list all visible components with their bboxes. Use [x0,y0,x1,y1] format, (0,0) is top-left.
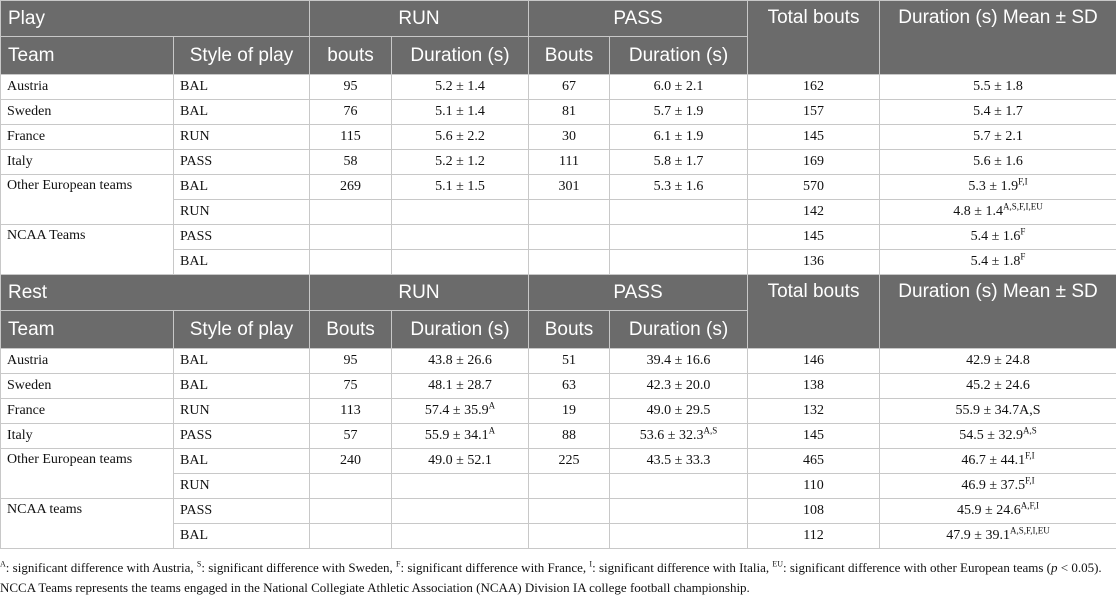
run-duration-cell: 5.1 ± 1.5 [392,175,529,200]
pass-duration-cell [610,374,748,399]
total-bouts-cell: 142 [748,200,880,225]
duration-value: 5.7 ± 2.1 [973,129,1023,144]
table-row [1,150,1116,175]
total-bouts-cell: 136 [748,250,880,275]
total-bouts-cell: 145 [748,225,880,250]
play-section-label: Play [1,1,310,37]
pass-bouts-cell: 63 [529,374,610,399]
rest-duration-header: Duration (s) Mean ± SD [880,275,1116,349]
total-bouts-cell: 145 [748,424,880,449]
run-bouts-cell: 75 [310,374,392,399]
duration-value: 5.4 ± 1.7 [973,104,1023,119]
play-pass-header: PASS [529,1,748,37]
run-bouts-cell: 95 [310,75,392,100]
run-duration-cell [392,374,529,399]
duration-value: 42.9 ± 24.8 [966,353,1030,368]
run-duration-cell [392,200,529,225]
total-bouts-cell: 145 [748,125,880,150]
team-cell: Austria [1,349,174,374]
rest-header-row [1,275,1116,311]
pass-bouts-cell: 88 [529,424,610,449]
pass-bouts-cell: 81 [529,100,610,125]
pass-bouts-cell [529,200,610,225]
rest-pass-bouts-header: Bouts [529,311,610,349]
style-cell: BAL [174,449,310,474]
mean-duration-cell [880,200,1116,225]
mean-duration-cell [880,349,1116,374]
run-bouts-cell [310,524,392,549]
team-cell: Sweden [1,100,174,125]
team-cell: Other European teams [1,449,174,499]
play-pass-duration-header: Duration (s) [610,37,748,75]
pass-duration-cell [610,250,748,275]
mean-duration-cell [880,75,1116,100]
pass-duration-cell [610,424,748,449]
run-bouts-cell: 76 [310,100,392,125]
style-cell: RUN [174,200,310,225]
run-duration-cell: 5.2 ± 1.2 [392,150,529,175]
table-row [1,349,1116,374]
table-row [1,449,1116,474]
duration-value: 5.5 ± 1.8 [973,79,1023,94]
rest-team-header: Team [1,311,174,349]
pass-duration-cell [610,499,748,524]
run-bouts-cell [310,499,392,524]
duration-value: 5.3 ± 1.9 [968,179,1018,194]
mean-duration-cell [880,125,1116,150]
mean-duration-cell [880,449,1116,474]
run-bouts-cell: 269 [310,175,392,200]
significance-marker: A [489,400,496,410]
rest-pass-header: PASS [529,275,748,311]
style-cell: PASS [174,225,310,250]
mean-duration-cell [880,524,1116,549]
duration-value: 46.7 ± 44.1 [961,453,1025,468]
total-bouts-cell: 146 [748,349,880,374]
significance-marker: F [1020,251,1025,261]
pass-duration-cell [610,349,748,374]
table-row [1,399,1116,424]
table-row [1,175,1116,200]
footnote-text: : significant difference with Italia, [592,560,772,575]
pass-duration-cell: 6.0 ± 2.1 [610,75,748,100]
mean-duration-cell [880,424,1116,449]
duration-value: 55.9 ± 34.1 [425,428,489,443]
footnote-marker: A [0,560,6,569]
footnote-marker: S [197,560,201,569]
team-cell: Italy [1,150,174,175]
mean-duration-cell [880,474,1116,499]
total-bouts-cell: 570 [748,175,880,200]
pass-bouts-cell: 30 [529,125,610,150]
rest-section-label: Rest [1,275,310,311]
footnote-text: : significant difference with Sweden, [201,560,396,575]
footnote-marker: F [396,560,400,569]
play-team-header: Team [1,37,174,75]
run-duration-cell [392,225,529,250]
significance-marker: A,S [703,425,717,435]
pass-bouts-cell [529,499,610,524]
style-cell: BAL [174,100,310,125]
style-cell: RUN [174,125,310,150]
style-cell: PASS [174,499,310,524]
significance-marker: A,S [1023,425,1037,435]
duration-value: 43.5 ± 33.3 [647,453,711,468]
duration-value: 43.8 ± 26.6 [428,353,492,368]
pass-duration-cell: 5.7 ± 1.9 [610,100,748,125]
significance-marker: A,S,F,I,EU [1010,525,1050,535]
pass-bouts-cell: 51 [529,349,610,374]
play-run-bouts-header: bouts [310,37,392,75]
pass-duration-cell: 5.3 ± 1.6 [610,175,748,200]
style-cell: BAL [174,349,310,374]
mean-duration-cell [880,100,1116,125]
footnote-p-value: p [1051,560,1058,575]
pass-bouts-cell: 225 [529,449,610,474]
run-duration-cell: 5.6 ± 2.2 [392,125,529,150]
run-duration-cell [392,499,529,524]
team-cell: Other European teams [1,175,174,225]
style-cell: BAL [174,374,310,399]
play-style-header: Style of play [174,37,310,75]
run-bouts-cell: 115 [310,125,392,150]
run-bouts-cell: 113 [310,399,392,424]
rest-run-header: RUN [310,275,529,311]
pass-bouts-cell: 301 [529,175,610,200]
mean-duration-cell [880,150,1116,175]
play-total-header: Total bouts [748,1,880,75]
run-duration-cell: 5.1 ± 1.4 [392,100,529,125]
footnote-text: < 0.05). NCCA Teams represents the teams engaged in the National Collegiate Athletic Association (NCAA) Division IA college football championship. [0,560,1102,595]
significance-marker: F [1020,226,1025,236]
pass-bouts-cell: 67 [529,75,610,100]
team-cell: Sweden [1,374,174,399]
style-cell: BAL [174,250,310,275]
significance-marker: A,S,F,I,EU [1003,201,1043,211]
team-cell: France [1,125,174,150]
duration-value: 48.1 ± 28.7 [428,378,492,393]
style-cell: RUN [174,399,310,424]
pass-duration-cell: 5.8 ± 1.7 [610,150,748,175]
footnote-text: : significant difference with other European teams ( [783,560,1051,575]
duration-value: 39.4 ± 16.6 [647,353,711,368]
rest-style-header: Style of play [174,311,310,349]
table-row [1,125,1116,150]
duration-value: 55.9 ± 34.7A,S [955,403,1040,418]
run-bouts-cell: 240 [310,449,392,474]
run-bouts-cell [310,474,392,499]
run-bouts-cell [310,250,392,275]
team-cell: NCAA Teams [1,225,174,275]
run-duration-cell [392,449,529,474]
table-row [1,374,1116,399]
table-row [1,499,1116,524]
run-duration-cell [392,250,529,275]
pass-bouts-cell [529,474,610,499]
run-bouts-cell [310,225,392,250]
play-run-header: RUN [310,1,529,37]
pass-duration-cell [610,474,748,499]
duration-value: 45.2 ± 24.6 [966,378,1030,393]
mean-duration-cell [880,175,1116,200]
table-footnote [0,558,1110,598]
duration-value: 42.3 ± 20.0 [647,378,711,393]
table-row [1,100,1116,125]
duration-value: 46.9 ± 37.5 [961,478,1025,493]
duration-value: 49.0 ± 52.1 [428,453,492,468]
significance-marker: F,I [1025,450,1035,460]
duration-value: 5.6 ± 1.6 [973,154,1023,169]
pass-duration-cell [610,449,748,474]
total-bouts-cell: 108 [748,499,880,524]
team-cell: NCAA teams [1,499,174,549]
duration-value: 4.8 ± 1.4 [953,204,1003,219]
pass-bouts-cell [529,524,610,549]
footnote-text: : significant difference with France, [401,560,590,575]
run-bouts-cell: 95 [310,349,392,374]
duration-value: 45.9 ± 24.6 [957,503,1021,518]
significance-marker: F,I [1018,176,1028,186]
play-duration-header: Duration (s) Mean ± SD [880,1,1116,75]
style-cell: PASS [174,150,310,175]
style-cell: BAL [174,524,310,549]
team-cell: Austria [1,75,174,100]
style-cell: PASS [174,424,310,449]
mean-duration-cell [880,225,1116,250]
style-cell: BAL [174,75,310,100]
duration-value: 5.4 ± 1.6 [971,229,1021,244]
total-bouts-cell: 465 [748,449,880,474]
rest-total-header: Total bouts [748,275,880,349]
table-row [1,424,1116,449]
total-bouts-cell: 112 [748,524,880,549]
total-bouts-cell: 169 [748,150,880,175]
rest-pass-duration-header: Duration (s) [610,311,748,349]
rest-run-bouts-header: Bouts [310,311,392,349]
significance-marker: A,F,I [1021,500,1039,510]
run-bouts-cell: 58 [310,150,392,175]
run-duration-cell [392,349,529,374]
duration-value: 47.9 ± 39.1 [946,528,1010,543]
rest-run-duration-header: Duration (s) [392,311,529,349]
mean-duration-cell [880,374,1116,399]
run-bouts-cell: 57 [310,424,392,449]
duration-value: 53.6 ± 32.3 [640,428,704,443]
table-row [1,225,1116,250]
duration-value: 57.4 ± 35.9 [425,403,489,418]
run-duration-cell [392,399,529,424]
total-bouts-cell: 110 [748,474,880,499]
total-bouts-cell: 157 [748,100,880,125]
table-row [1,75,1116,100]
pass-bouts-cell: 111 [529,150,610,175]
play-run-duration-header: Duration (s) [392,37,529,75]
run-bouts-cell [310,200,392,225]
significance-marker: F,I [1025,475,1035,485]
total-bouts-cell: 138 [748,374,880,399]
run-duration-cell [392,524,529,549]
footnote-marker: I [589,560,592,569]
pass-duration-cell [610,200,748,225]
footnote-marker: EU [772,560,783,569]
pass-bouts-cell [529,250,610,275]
mean-duration-cell [880,499,1116,524]
team-cell: Italy [1,424,174,449]
pass-duration-cell [610,399,748,424]
run-duration-cell: 5.2 ± 1.4 [392,75,529,100]
style-cell: BAL [174,175,310,200]
mean-duration-cell [880,250,1116,275]
pass-bouts-cell [529,225,610,250]
pass-duration-cell: 6.1 ± 1.9 [610,125,748,150]
mean-duration-cell [880,399,1116,424]
duration-value: 49.0 ± 29.5 [647,403,711,418]
total-bouts-cell: 162 [748,75,880,100]
total-bouts-cell: 132 [748,399,880,424]
footnote-text: : significant difference with Austria, [6,560,197,575]
play-header-row [1,1,1116,37]
run-duration-cell [392,424,529,449]
style-cell: RUN [174,474,310,499]
pass-duration-cell [610,524,748,549]
pass-bouts-cell: 19 [529,399,610,424]
run-duration-cell [392,474,529,499]
significance-marker: A [489,425,496,435]
duration-value: 54.5 ± 32.9 [959,428,1023,443]
play-pass-bouts-header: Bouts [529,37,610,75]
team-cell: France [1,399,174,424]
pass-duration-cell [610,225,748,250]
duration-value: 5.4 ± 1.8 [971,254,1021,269]
